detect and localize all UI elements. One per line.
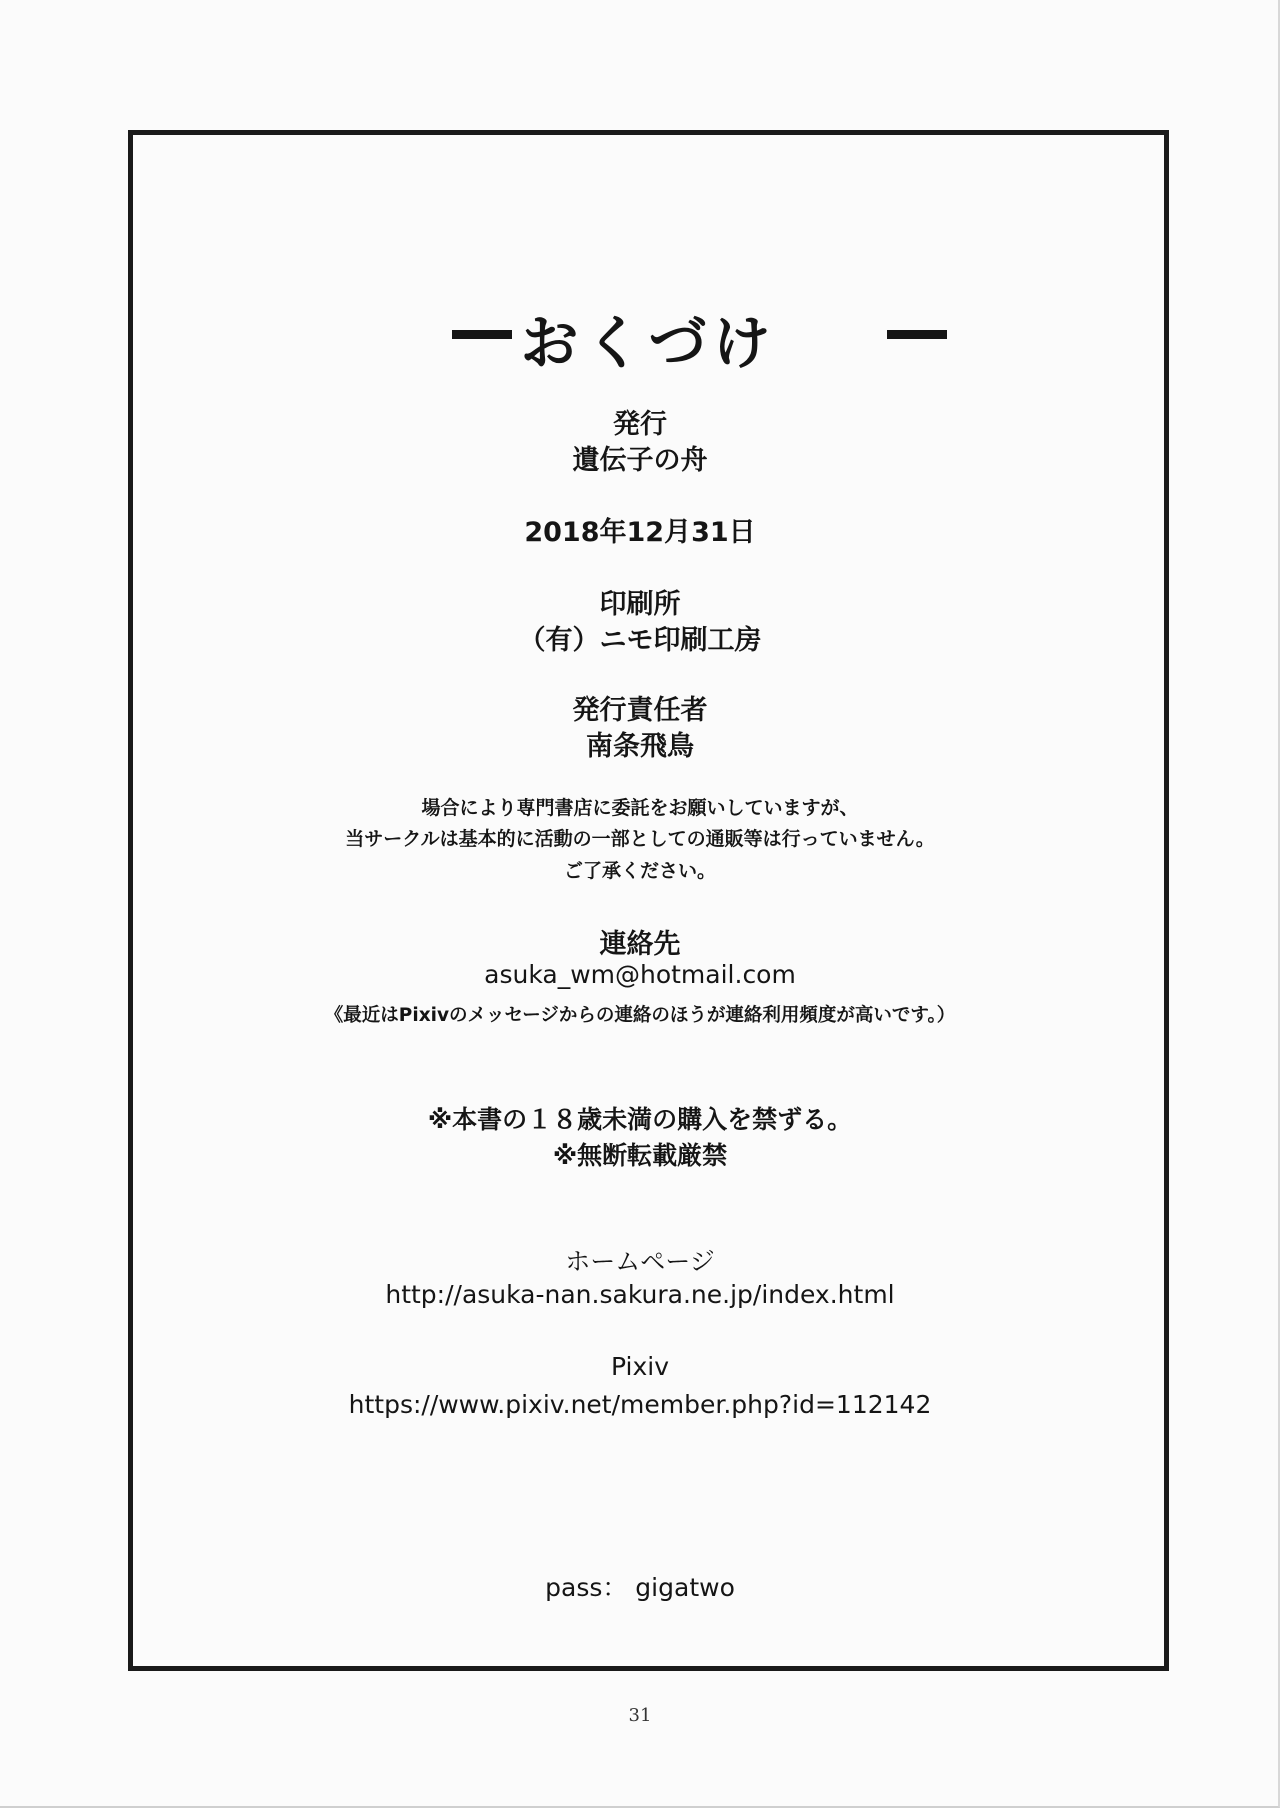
publisher-label: 発行 (613, 409, 667, 440)
age-warning: ※本書の１８歳未満の購入を禁ずる。 (427, 1105, 853, 1134)
pass-text: pass： gigatwo (545, 1573, 735, 1602)
copy-warning: ※無断転載厳禁 (552, 1141, 728, 1170)
homepage-link[interactable]: http://asuka-nan.sakura.ne.jp/index.html (385, 1280, 895, 1309)
publish-date: 2018年12月31日 (524, 517, 756, 548)
page-title: おくづけ (520, 309, 777, 377)
contact-label: 連絡先 (599, 929, 681, 960)
responsible-name: 南条飛鳥 (586, 731, 694, 762)
notice-line: 場合により専門書店に委託をお願いしていますが、 (421, 797, 859, 819)
notice-line: 当サークルは基本的に活動の一部としての通販等は行っていません。 (345, 828, 935, 850)
title-row (128, 300, 1169, 377)
homepage-label: ホームページ (565, 1247, 715, 1276)
printer-label: 印刷所 (599, 589, 681, 620)
contact-note: 《最近はPixivのメッセージからの連絡のほうが連絡利用頻度が高いです。） (324, 1005, 956, 1026)
responsible-label: 発行責任者 (572, 695, 708, 726)
pixiv-label: Pixiv (610, 1352, 669, 1381)
contact-email[interactable]: asuka_wm@hotmail.com (484, 960, 796, 989)
notice-line: ご了承ください。 (563, 860, 716, 882)
title-dash-right (887, 330, 947, 339)
publisher-name: 遺伝子の舟 (572, 445, 708, 476)
printer-name: （有）ニモ印刷工房 (518, 625, 762, 656)
page-number: 31 (628, 1705, 652, 1726)
pixiv-link[interactable]: https://www.pixiv.net/member.php?id=112142 (348, 1390, 932, 1419)
